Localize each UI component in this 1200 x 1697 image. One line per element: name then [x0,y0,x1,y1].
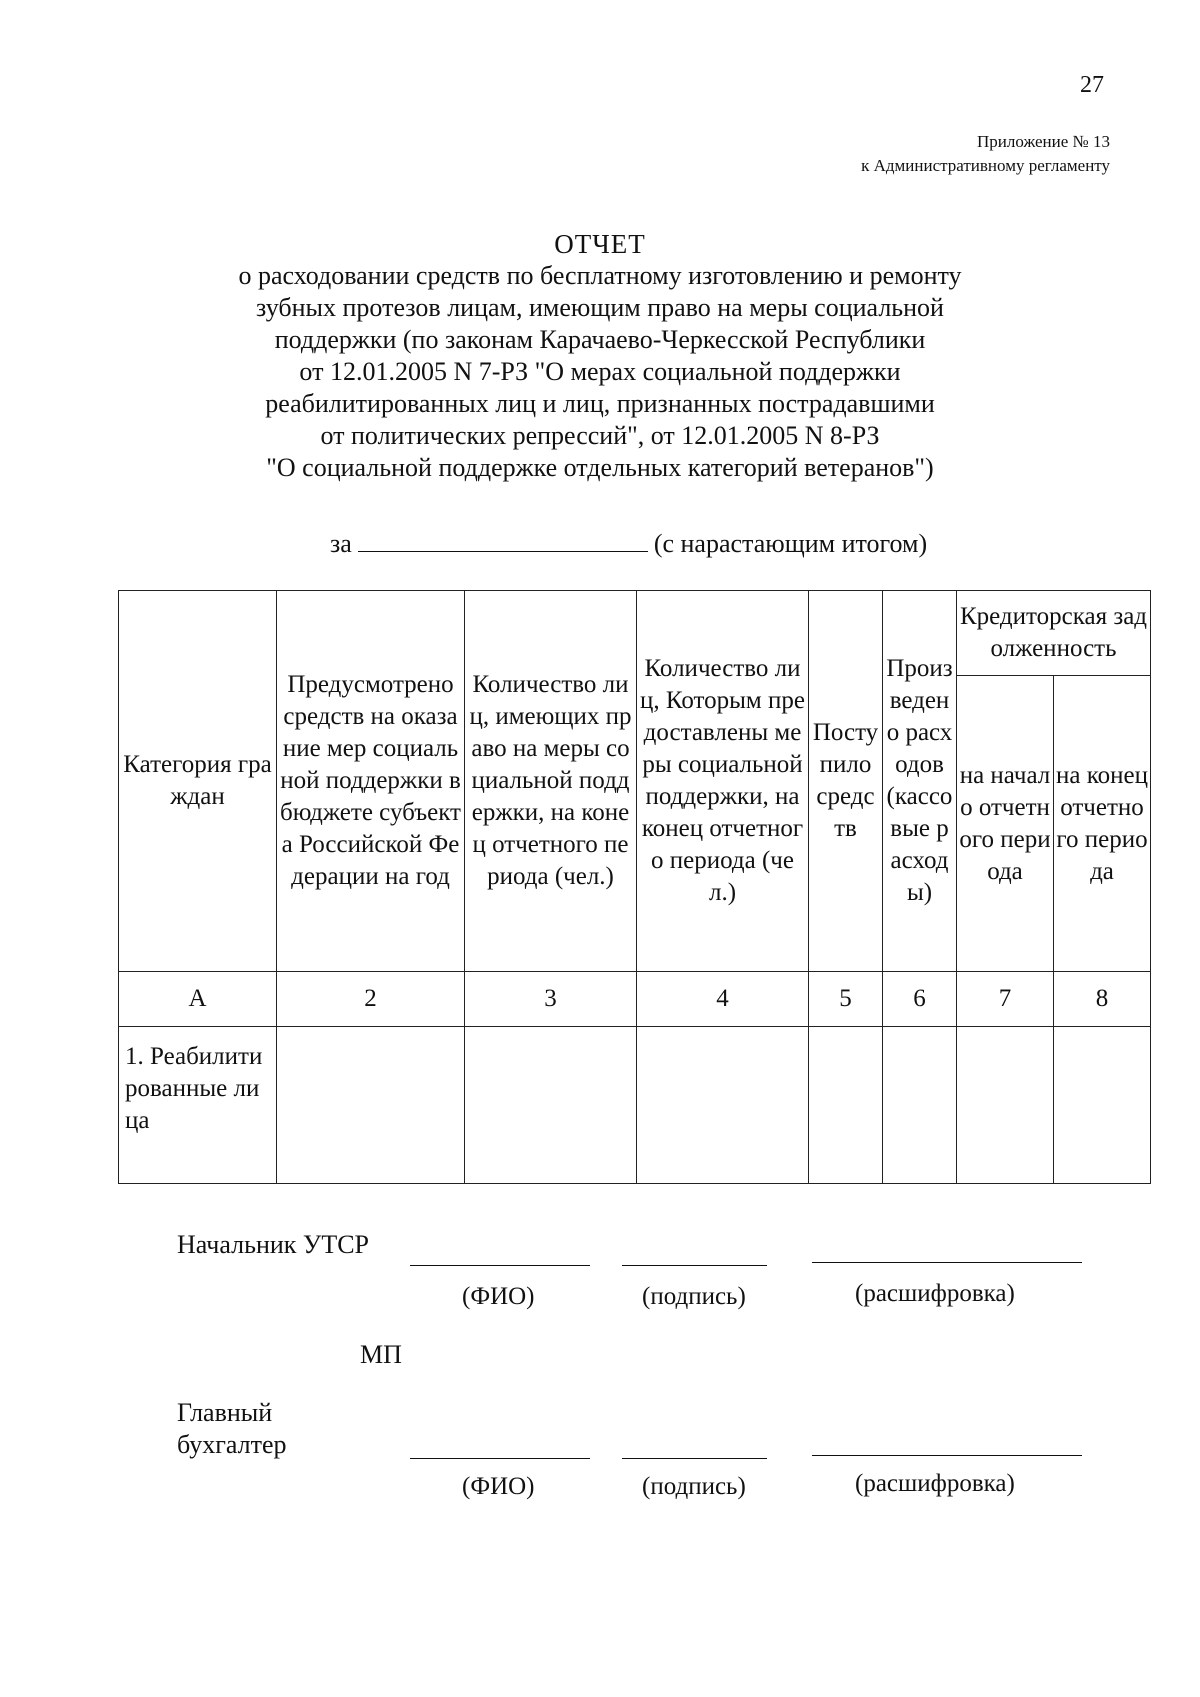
head-label: Начальник УТСР [177,1230,370,1259]
period-prefix: за [330,529,352,558]
reporting-period [330,525,927,559]
column-number: 8 [1054,972,1151,1027]
table-row [119,1027,1151,1184]
period-suffix: (с нарастающим итогом) [653,529,928,558]
column-number: 7 [957,972,1054,1027]
stamp-place: МП [360,1340,402,1369]
period-blank-field[interactable] [358,525,648,552]
column-number-row [119,972,1151,1027]
table-cell[interactable] [883,1027,957,1184]
report-table [118,590,1151,1184]
table-cell[interactable] [809,1027,883,1184]
caption-name: (ФИО) [462,1473,535,1500]
table-cell[interactable] [465,1027,637,1184]
header-spent-funds: Произведено расходов (кассовые расходы) [883,591,957,972]
caption-signature: (подпись) [642,1473,746,1500]
annex-note [861,130,1110,178]
caption-signature: (подпись) [642,1283,746,1310]
caption-decoding: (расшифровка) [855,1280,1015,1307]
report-title-line: поддержки (по законам Карачаево-Черкесской Республики [274,325,926,354]
row-category: 1. Реабилитированные лица [119,1027,277,1184]
report-title-line: зубных протезов лицам, имеющим право на меры социальной [256,293,944,322]
table-cell[interactable] [277,1027,465,1184]
column-number: 4 [637,972,809,1027]
header-planned-funds: Предусмотрено средств на оказание мер социальной поддержки в бюджете субъекта Российской Федерации на год [277,591,465,972]
report-title-line: от 12.01.2005 N 7-РЗ "О мерах социальной поддержки [299,357,901,386]
header-creditor-debt: Кредиторская задолженность [957,591,1151,676]
header-category: Категория граждан [119,591,277,972]
column-number: 2 [277,972,465,1027]
column-number: 5 [809,972,883,1027]
head-decoding-line[interactable] [812,1262,1082,1263]
header-provided-persons: Количество лиц, Которым предоставлены меры социальной поддержки, на конец отчетного периода (чел.) [637,591,809,972]
header-creditor-end: на конец отчетного периода [1054,676,1151,972]
annex-reference: к Административному регламенту [861,156,1110,175]
column-number: 3 [465,972,637,1027]
accountant-label: Главный бухгалтер [177,1398,287,1459]
head-signature-line[interactable] [622,1265,767,1266]
report-title-head: ОТЧЕТ [554,229,646,259]
report-title-line: реабилитированных лиц и лиц, признанных пострадавшими [265,389,935,418]
column-number: А [119,972,277,1027]
column-number: 6 [883,972,957,1027]
accountant-name-line[interactable] [410,1458,590,1459]
annex-number: Приложение № 13 [977,132,1110,151]
page-number: 27 [1080,72,1104,98]
head-name-line[interactable] [410,1265,590,1266]
report-title-line: от политических репрессий", от 12.01.2005 N 8-РЗ [320,421,880,450]
caption-decoding: (расшифровка) [855,1470,1015,1497]
report-title-line: о расходовании средств по бесплатному изготовлению и ремонту [238,261,962,290]
report-title-line: "О социальной поддержке отдельных категорий ветеранов") [266,453,934,482]
header-received-funds: Поступило средств [809,591,883,972]
accountant-signature-line[interactable] [622,1458,767,1459]
report-title [0,228,1200,484]
table-cell[interactable] [1054,1027,1151,1184]
table-cell[interactable] [637,1027,809,1184]
header-eligible-persons: Количество лиц, имеющих право на меры социальной поддержки, на конец отчетного периода (чел.) [465,591,637,972]
caption-name: (ФИО) [462,1283,535,1310]
table-cell[interactable] [957,1027,1054,1184]
header-creditor-start: на начало отчетного периода [957,676,1054,972]
accountant-decoding-line[interactable] [812,1455,1082,1456]
